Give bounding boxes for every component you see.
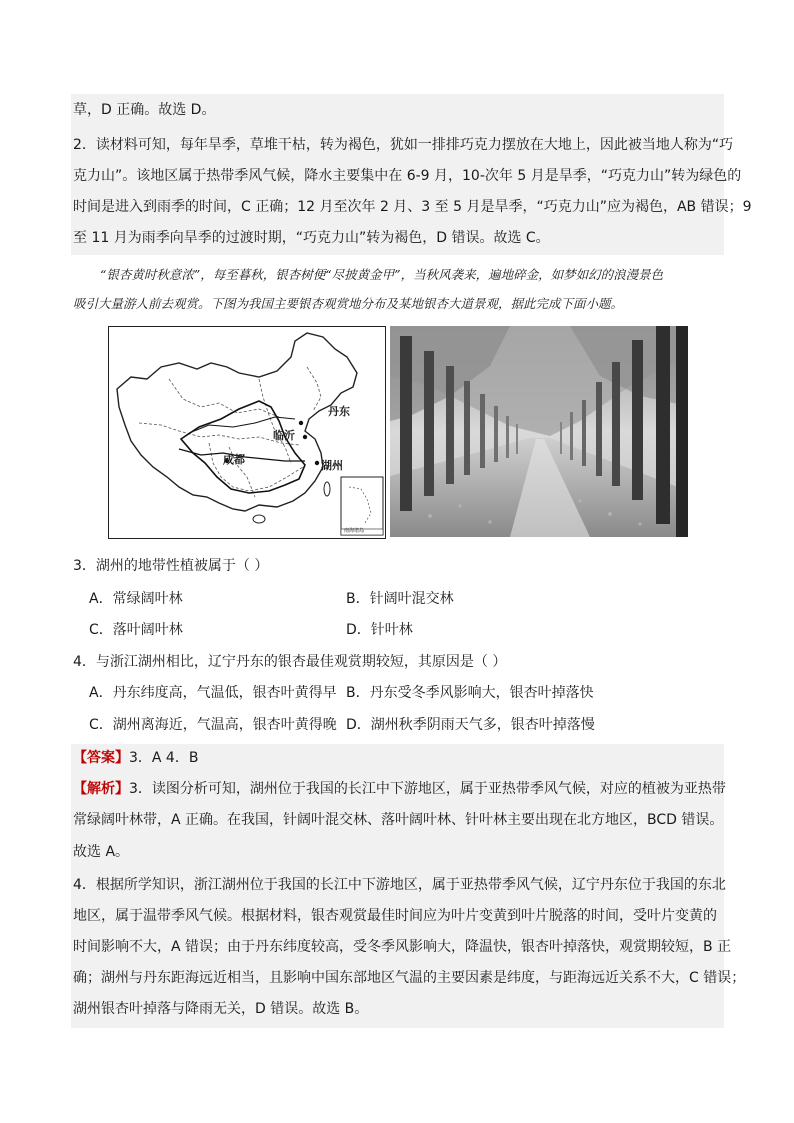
analysis-line: 常绿阔叶林带，A 正确。在我国，针阔叶混交林、落叶阔叶林、针叶林主要出现在北方地区，BCD 错误。	[73, 812, 724, 828]
analysis-line: 4．根据所学知识，浙江湖州位于我国的长江中下游地区，属于亚热带季风气候，辽宁丹东位于我国的东北	[73, 877, 726, 893]
ginkgo-avenue-graphic	[390, 326, 688, 537]
analysis-line: 地区，属于温带季风气候。根据材料，银杏观赏最佳时间应为叶片变黄到叶片脱落的时间，受叶片变黄的	[73, 908, 717, 924]
question-3-option-b: B．针阔叶混交林	[346, 591, 454, 607]
analysis-text: 3．读图分析可知，湖州位于我国的长江中下游地区，属于亚热带季风气候，对应的植被为亚热带	[129, 781, 726, 797]
prev-analysis-line: 草，D 正确。故选 D。	[73, 102, 216, 118]
map-inset-label: 南海诸岛	[344, 528, 365, 534]
question-3-option-a: A．常绿阔叶林	[89, 591, 183, 607]
ginkgo-distribution-map	[108, 326, 386, 539]
analysis-label: 【解析】	[73, 781, 129, 797]
question-3-option-c: C．落叶阔叶林	[89, 622, 183, 638]
answer-label: 【答案】	[73, 750, 129, 766]
question-3-option-d: D．针叶林	[346, 622, 413, 638]
analysis-line: 故选 A。	[73, 844, 130, 860]
question-4-stem: 4．与浙江湖州相比，辽宁丹东的银杏最佳观赏期较短，其原因是（ ）	[73, 654, 507, 670]
analysis-line: 确；湖州与丹东距海远近相当，且影响中国东部地区气温的主要因素是纬度，与距海远近关系不大，C 错误；	[73, 970, 746, 986]
prev-analysis-line: 2．读材料可知，每年旱季，草堆干枯，转为褐色，犹如一排排巧克力摆放在大地上，因此被当地人称为“巧	[73, 137, 734, 153]
question-4-option-c: C．湖州离海近，气温高，银杏叶黄得晚	[89, 717, 337, 733]
analysis-line	[73, 779, 726, 799]
question-4-option-d: D．湖州秋季阴雨天气多，银杏叶掉落慢	[346, 717, 595, 733]
material-text: “银杏黄时秋意浓”，每至暮秋，银杏树便“尽披黄金甲”，当秋风袭来，遍地碎金，如梦如幻的浪漫景色	[100, 267, 664, 282]
question-4-option-b: B．丹东受冬季风影响大，银杏叶掉落快	[346, 685, 594, 701]
prev-analysis-line: 克力山”。该地区属于热带季风气候，降水主要集中在 6-9 月，10-次年 5 月是旱季，“巧克力山”转为绿色的	[73, 168, 742, 184]
answer-line	[73, 748, 198, 768]
ginkgo-avenue-photo	[390, 326, 688, 537]
china-map-graphic	[109, 327, 385, 538]
prev-analysis-line: 至 11 月为雨季向旱季的过渡时期，“巧克力山”转为褐色，D 错误。故选 C。	[73, 230, 550, 246]
question-4-option-a: A．丹东纬度高，气温低，银杏叶黄得早	[89, 685, 337, 701]
map-label-dandong: 丹东	[328, 405, 350, 418]
question-3-stem: 3．湖州的地带性植被属于（ ）	[73, 558, 269, 574]
analysis-line: 湖州银杏叶掉落与降雨无关，D 错误。故选 B。	[73, 1001, 369, 1017]
map-label-linyi: 临沂	[273, 429, 295, 442]
prev-analysis-line: 时间是进入到雨季的时间，C 正确；12 月至次年 2 月、3 至 5 月是旱季，“巧克力山”应为褐色，AB 错误；9	[73, 199, 752, 215]
map-label-huzhou: 湖州	[321, 459, 343, 472]
map-label-chengdu: 成都	[223, 453, 245, 466]
answer-text: 3．A 4．B	[129, 750, 199, 766]
analysis-line: 时间影响不大，A 错误；由于丹东纬度较高，受冬季风影响大，降温快，银杏叶掉落快，观赏期较短，B 正	[73, 939, 732, 955]
material-text: 吸引大量游人前去观赏。下图为我国主要银杏观赏地分布及某地银杏大道景观，据此完成下面小题。	[73, 296, 624, 311]
